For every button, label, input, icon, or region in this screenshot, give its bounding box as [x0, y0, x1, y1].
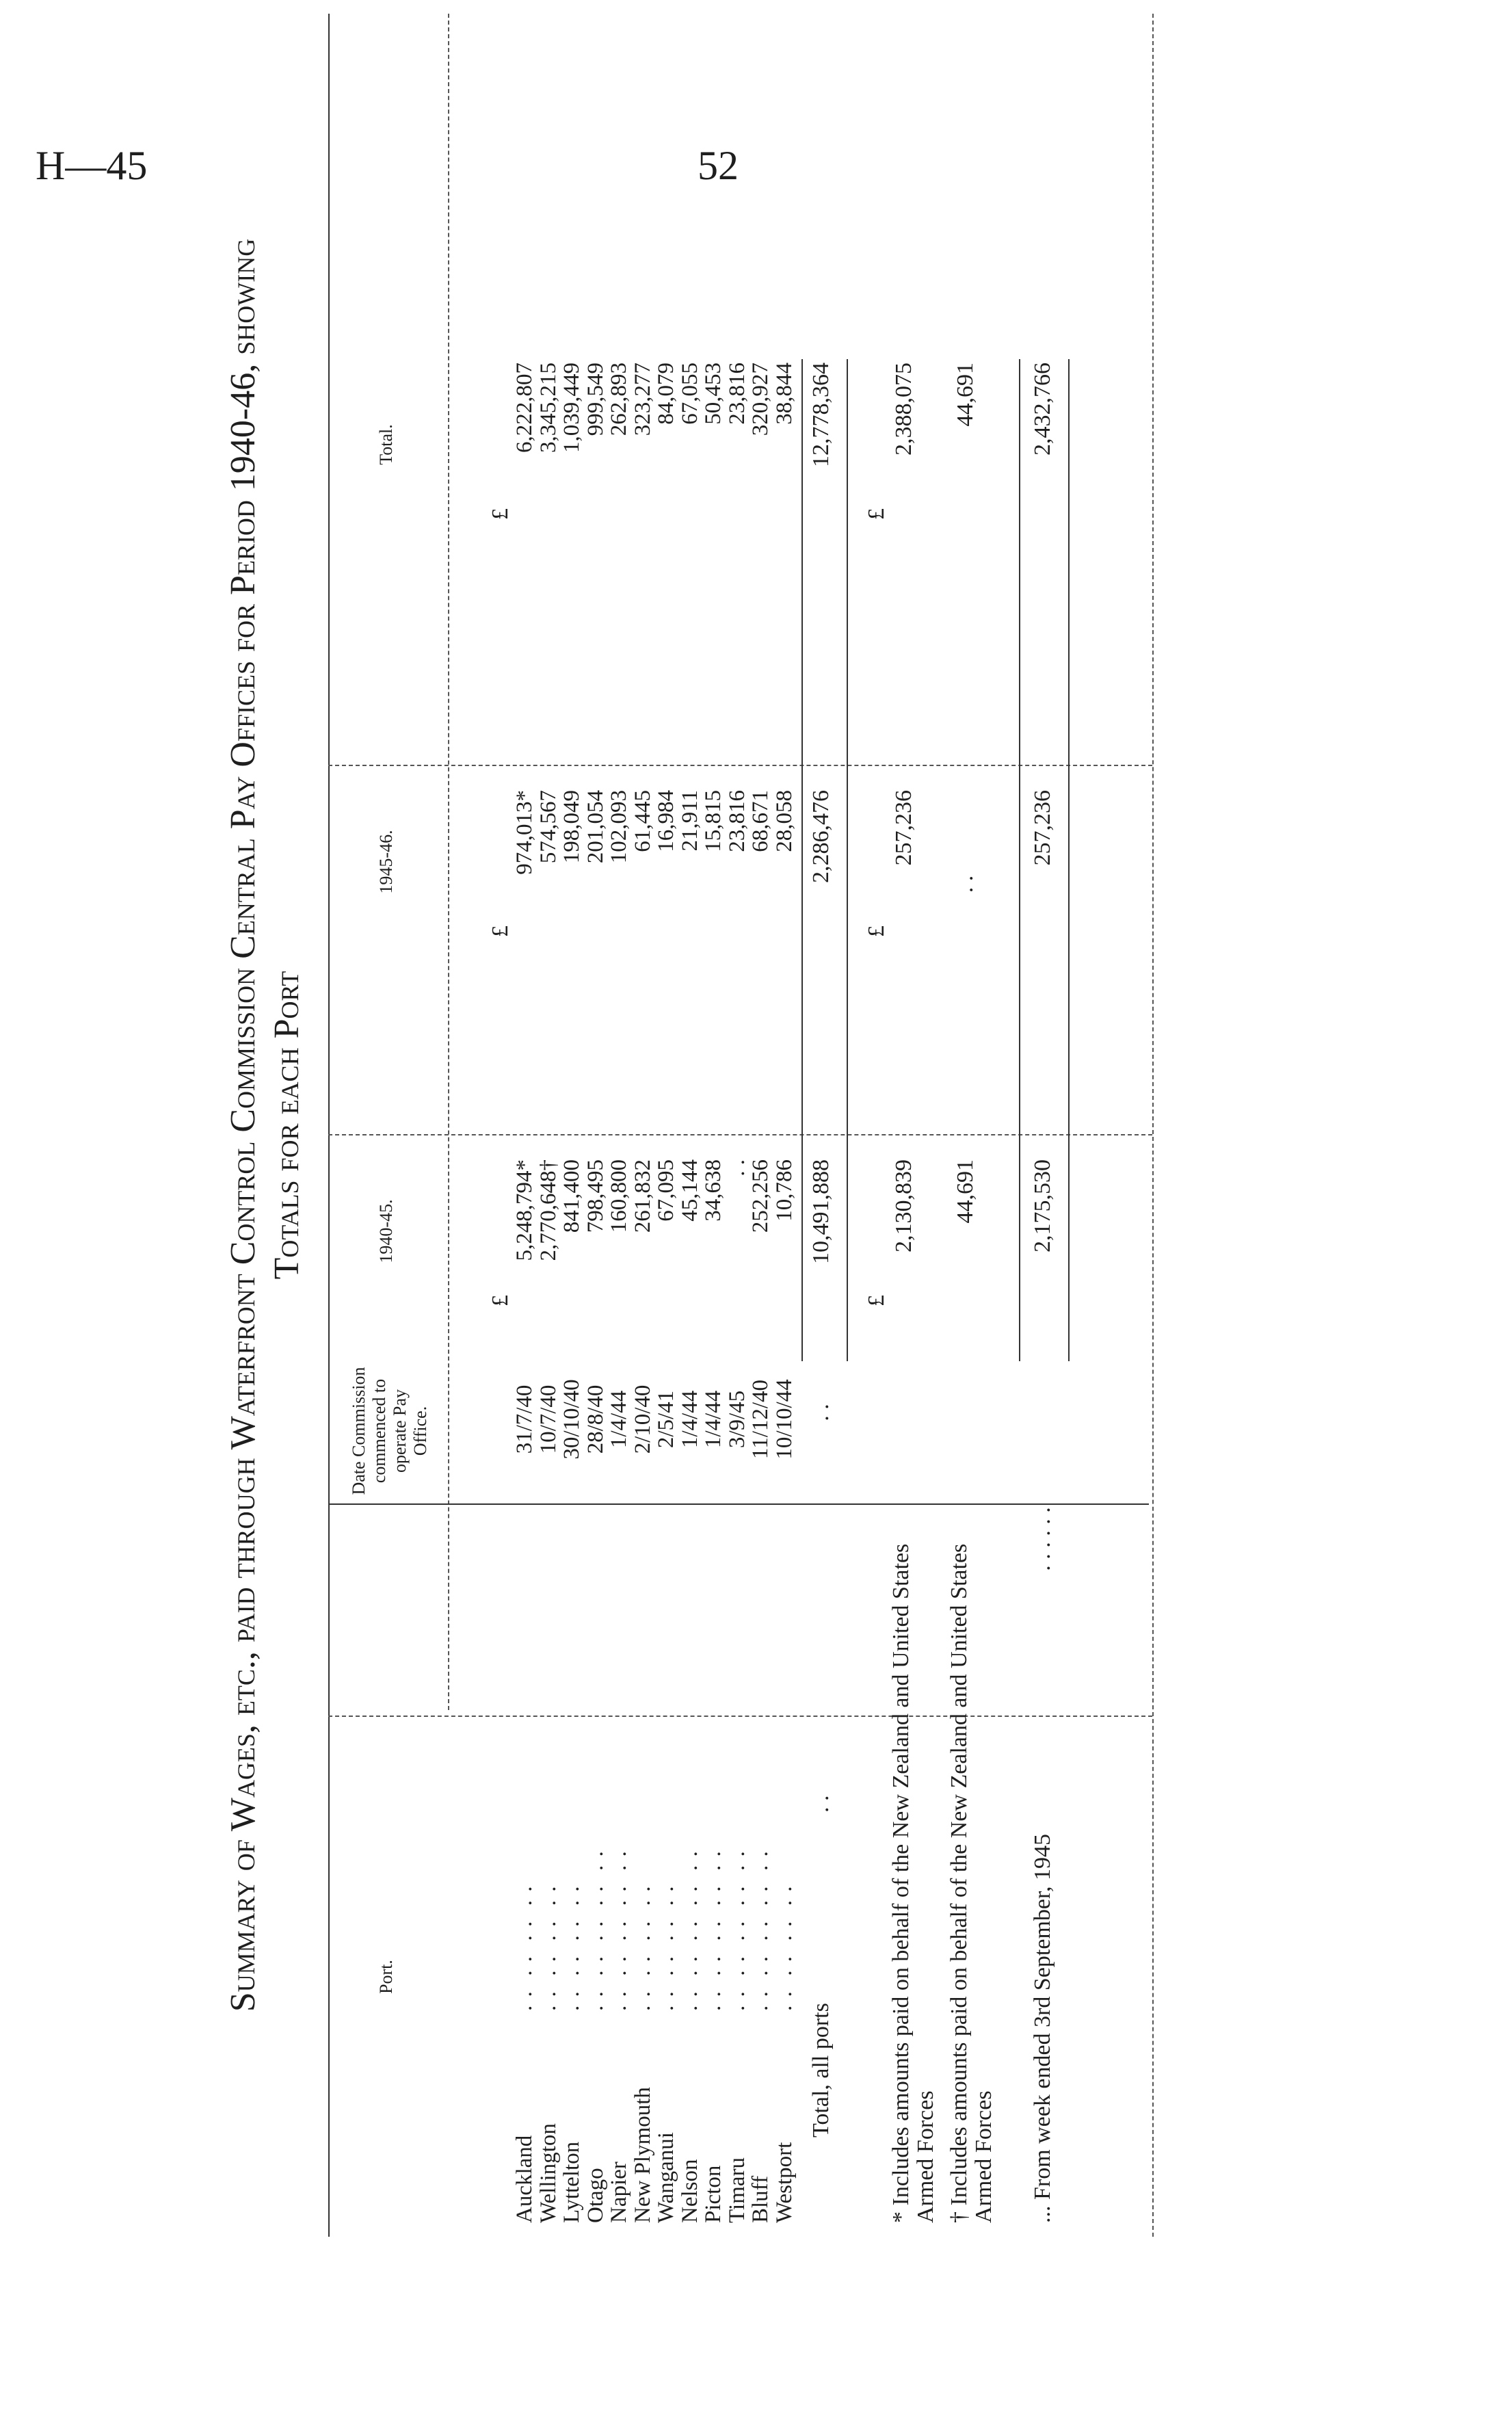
rotated-table-block: [212, 14, 1204, 2237]
table-row-leaders: . . . . . . . . . .: [748, 1850, 773, 2011]
currency-total: £: [488, 508, 513, 520]
table-row-date: 2/5/41: [654, 1390, 678, 1449]
table-subtitle: Totals for each Port: [267, 971, 306, 1280]
table-row-date: 2/10/40: [630, 1384, 655, 1454]
header-date: Date Commission commenced to operate Pay Office.: [349, 1367, 430, 1495]
total-1945-46: 2,286,476: [808, 790, 834, 883]
table-row-1940-45: 10,786: [771, 1159, 797, 1222]
table-row-total: 50,453: [701, 363, 726, 425]
table-row-1945-46: 61,445: [630, 790, 655, 852]
table-row-port: New Plymouth: [630, 2087, 655, 2223]
footnote-2-text: † Includes amounts paid on behalf of the New Zealand and United States Armed Forces: [946, 1543, 996, 2223]
table-row-1940-45: 841,400: [559, 1159, 584, 1233]
table-row-1940-45: 252,256: [748, 1159, 773, 1233]
table-row-port: Auckland: [512, 2135, 537, 2223]
table-row-leaders: . . . . . . . .: [512, 1884, 537, 2011]
table-row-1945-46: 21,911: [677, 790, 702, 852]
total-total: 12,778,364: [808, 363, 834, 467]
table-row-leaders: . . . . . . . . . .: [607, 1850, 631, 2011]
document-id: H—45: [36, 143, 148, 188]
table-row-1945-46: 102,093: [607, 790, 631, 864]
table-row-1945-46: 974,013*: [512, 790, 537, 875]
table-row-total: 262,893: [607, 363, 631, 436]
table-row-date: 30/10/40: [559, 1379, 584, 1460]
header-total: Total.: [376, 424, 396, 465]
header-1945-46: 1945-46.: [376, 830, 396, 894]
top-rule: [328, 14, 330, 2237]
table-row-date: 11/12/40: [748, 1379, 773, 1460]
table-row-leaders: . . . . . . . . . .: [583, 1850, 608, 2011]
table-row-date: 1/4/44: [677, 1390, 702, 1449]
table-title: Summary of Wages, etc., paid through Waterfront Control Commission Central Pay Offices for Period 1940-46, showing: [224, 238, 263, 2012]
footnote-1-total: 2,388,075: [891, 363, 916, 456]
table-row-1945-46: 28,058: [771, 790, 797, 852]
table-row-leaders: . . . . . . . . . .: [724, 1850, 750, 2011]
table-row-leaders: . . . . . . . . . .: [677, 1850, 702, 2011]
table-row-1945-46: 198,049: [559, 790, 584, 864]
table-row-total: 999,549: [583, 363, 608, 436]
table-row-total: 38,844: [771, 363, 797, 425]
table-row-1940-45: 5,248,794*: [512, 1159, 537, 1261]
table-row-port: Nelson: [677, 2159, 702, 2223]
table-row-1940-45: 45,144: [677, 1159, 702, 1222]
total-1940-45: 10,491,888: [808, 1159, 834, 1264]
currency-1945: £: [488, 925, 513, 937]
table-row-total: 1,039,449: [559, 363, 584, 453]
week-rule-bottom: [1068, 359, 1070, 1361]
footnote-2-1940-45: 44,691: [953, 1159, 978, 1224]
table-row-1945-46: 23,816: [724, 790, 750, 852]
week-row-1945-46: 257,236: [1030, 790, 1055, 866]
table-row-total: 67,055: [677, 363, 702, 425]
fn-currency-1940: £: [864, 1295, 889, 1306]
table-row-port: Wellington: [535, 2123, 561, 2223]
total-label: Total, all ports: [808, 2003, 834, 2138]
table-row-total: 320,927: [748, 363, 773, 436]
table-row-total: 84,079: [654, 363, 678, 425]
table-row-total: 6,222,807: [512, 363, 537, 453]
footnote-1-1945-46: 257,236: [891, 790, 916, 866]
table-row-total: 23,816: [724, 363, 750, 425]
table-row-leaders: . . . . . . . . . .: [701, 1850, 726, 2011]
table-row-1945-46: 15,815: [701, 790, 726, 852]
column-1945-46: [513, 790, 796, 978]
table-row-port: Wanganui: [654, 2132, 678, 2223]
page-number: 52: [698, 143, 739, 188]
table-row-1945-46: 574,567: [535, 790, 561, 864]
header-bottom-rule: [448, 14, 449, 1710]
table-row-total: 323,277: [630, 363, 655, 436]
week-row-text: ... From week ended 3rd September, 1945: [1030, 1834, 1055, 2223]
week-row-total: 2,432,766: [1030, 363, 1055, 456]
column-total: [513, 363, 796, 561]
table-row-leaders: . . . . . . . .: [771, 1884, 797, 2011]
table-row-leaders: . . . . . . . .: [630, 1884, 655, 2011]
table-row-date: 3/9/45: [724, 1390, 750, 1449]
table-row-port: Timaru: [724, 2157, 750, 2223]
table-row-leaders: . . . . . . . .: [535, 1884, 561, 2011]
table-row-date: 10/10/44: [771, 1379, 797, 1460]
table-row-1940-45: 261,832: [630, 1159, 655, 1233]
table-row-total: 3,345,215: [535, 363, 561, 453]
table-row-date: 1/4/44: [701, 1390, 726, 1449]
rule-1945-total: [328, 765, 1152, 766]
table-row-1945-46: 16,984: [654, 790, 678, 852]
table-row-leaders: . . . . . . . .: [559, 1884, 584, 2011]
total-rule-top: [801, 359, 803, 1361]
table-row-1940-45: 67,095: [654, 1159, 678, 1222]
column-1940-45: [513, 1159, 796, 1348]
footnote-2-total: 44,691: [953, 363, 978, 427]
table-row-1940-45: 160,800: [607, 1159, 631, 1233]
total-rule-bottom: [847, 359, 848, 1361]
week-rule-top: [1019, 359, 1020, 1361]
table-row-date: 31/7/40: [512, 1384, 537, 1454]
fn-currency-1945: £: [864, 925, 889, 937]
table-row-leaders: . . . . . . . .: [654, 1884, 678, 2011]
bottom-rule: [1152, 14, 1154, 2237]
table-row-port: Napier: [607, 2161, 631, 2223]
table-row-1945-46: 68,671: [748, 790, 773, 852]
rule-date-1940: [328, 1503, 1149, 1505]
footnote-2-1945-46: . .: [953, 875, 978, 893]
column-date: [513, 1341, 796, 1498]
footnote-1-text: * Includes amounts paid on behalf of the New Zealand and United States Armed Forces: [888, 1543, 938, 2223]
table-row-port: Westport: [771, 2142, 797, 2223]
week-row-1940-45: 2,175,530: [1030, 1159, 1055, 1252]
table-row-date: 10/7/40: [535, 1384, 561, 1454]
rule-1940-1945: [328, 1134, 1152, 1135]
table-row-1940-45: 34,638: [701, 1159, 726, 1222]
currency-1940: £: [488, 1295, 513, 1306]
total-leaders: . .: [808, 1795, 834, 1813]
table-row-port: Otago: [583, 2168, 608, 2223]
table-row-1940-45: 2,770,648†: [535, 1159, 561, 1261]
column-leaders: [513, 1737, 796, 2011]
table-row-1945-46: 201,054: [583, 790, 608, 864]
total-date: . .: [808, 1404, 834, 1421]
rule-port-date: [328, 1716, 1152, 1717]
table-row-date: 28/8/40: [583, 1384, 608, 1454]
table-row-port: Lyttelton: [559, 2141, 584, 2223]
table-row-1940-45: 798,495: [583, 1159, 608, 1233]
table-row-date: 1/4/44: [607, 1390, 631, 1449]
table-row-1940-45: . .: [724, 1159, 750, 1177]
fn-currency-total: £: [864, 508, 889, 520]
table-row-port: Bluff: [748, 2175, 773, 2223]
header-port: Port.: [376, 1960, 396, 1994]
header-1940-45: 1940-45.: [376, 1199, 396, 1263]
footnote-1-1940-45: 2,130,839: [891, 1159, 916, 1252]
table-row-port: Picton: [701, 2165, 726, 2223]
week-row-leaders: . . . . . .: [1030, 1507, 1055, 1571]
